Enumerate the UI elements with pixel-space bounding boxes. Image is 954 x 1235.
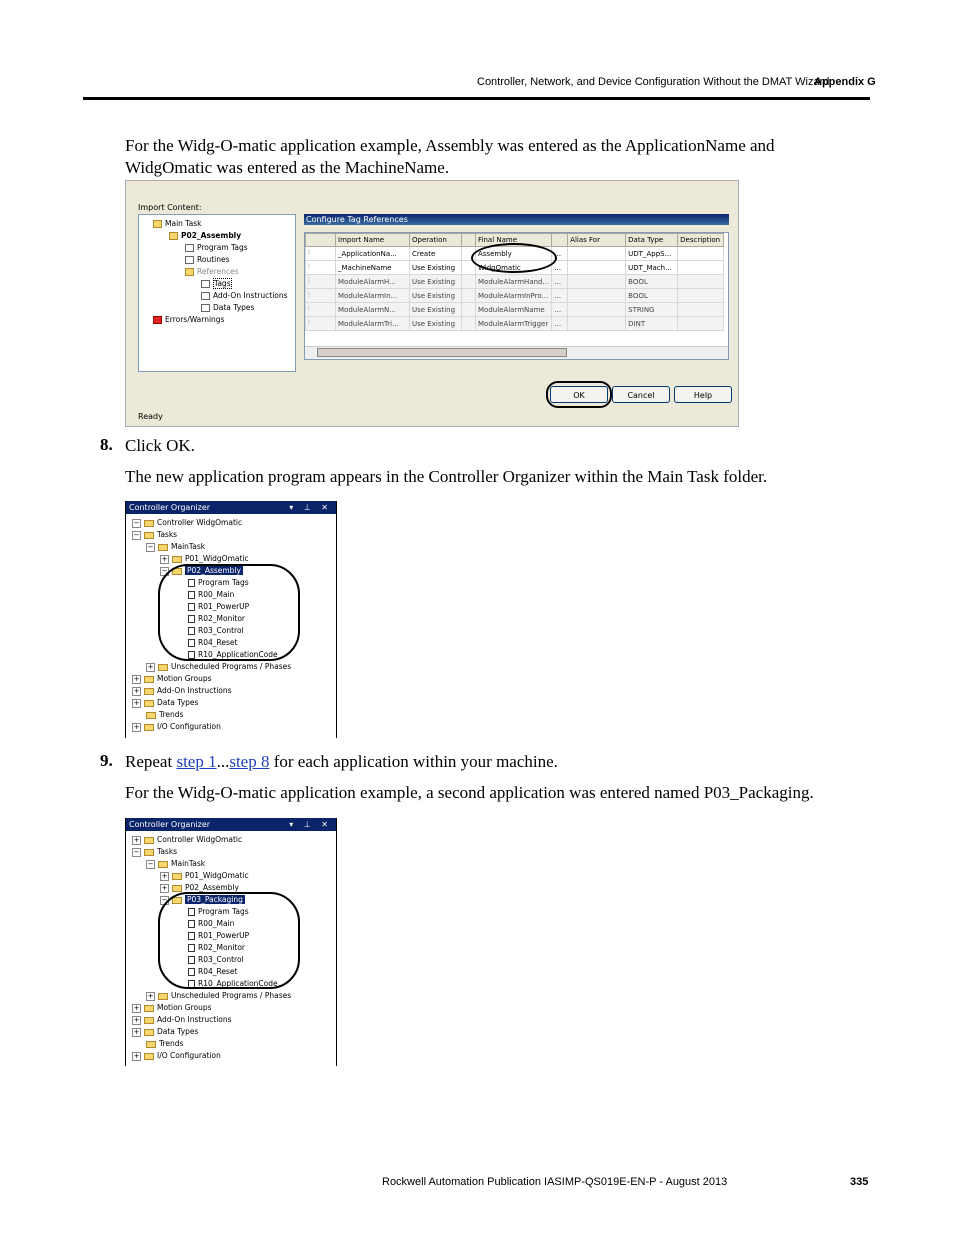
tree-item[interactable]: + Add-On Instructions	[133, 1015, 232, 1024]
data-types-icon	[201, 304, 210, 312]
folder-icon	[144, 520, 154, 527]
table-row[interactable]: ⫶ ModuleAlarmN... Use Existing ModuleAlarmName … STRING	[306, 303, 724, 317]
table-row[interactable]: ⫶ ModuleAlarmH... Use Existing ModuleAlarmHand... … BOOL	[306, 275, 724, 289]
tags-icon	[185, 244, 194, 252]
step-text: Repeat step 1...step 8 for each application within your machine.	[125, 752, 558, 771]
folder-icon	[144, 532, 154, 539]
tree-item[interactable]: + Data Types	[133, 698, 199, 707]
step9-description: For the Widg-O-matic application example, a second application was entered named P03_Packaging.	[125, 783, 814, 802]
appendix-label: Appendix G	[814, 76, 876, 88]
horizontal-scrollbar[interactable]	[305, 346, 728, 359]
intro-paragraph: For the Widg-O-matic application example, Assembly was entered as the ApplicationName and WidgOmatic was entered as the MachineName.	[125, 136, 775, 177]
tree-item[interactable]: + P02_Assembly	[161, 883, 239, 892]
column-header[interactable]: Import Name	[336, 234, 410, 247]
page-number: 335	[850, 1176, 869, 1188]
tree-item[interactable]: Program Tags	[188, 906, 249, 917]
controller-organizer-panel	[125, 501, 337, 738]
tree-item[interactable]: R00_Main	[188, 589, 234, 600]
tree-item[interactable]: + I/O Configuration	[133, 722, 221, 731]
tree-item[interactable]: + Add-On Instructions	[133, 686, 232, 695]
tree-item[interactable]: Data Types	[201, 303, 254, 312]
tree-item[interactable]: Program Tags	[185, 243, 248, 252]
highlight-oval	[546, 381, 612, 408]
tree-item[interactable]: − MainTask	[147, 542, 206, 551]
tree-item[interactable]: R01_PowerUP	[188, 930, 249, 941]
tree-item[interactable]: R03_Control	[188, 954, 244, 965]
tree-item[interactable]: + Controller WidgOmatic	[133, 835, 243, 844]
tree-item[interactable]: − Tasks	[133, 847, 178, 856]
folder-icon	[144, 849, 154, 856]
tree-item[interactable]: Main Task	[153, 219, 201, 228]
tree-item[interactable]: P02_Assembly	[169, 231, 241, 240]
tree-item[interactable]: R04_Reset	[188, 637, 237, 648]
tree-item[interactable]: R03_Control	[188, 625, 244, 636]
column-header[interactable]: Operation	[410, 234, 462, 247]
tree-item[interactable]: − MainTask	[147, 859, 206, 868]
column-header[interactable]: Data Type	[626, 234, 678, 247]
column-header[interactable]: Alias For	[568, 234, 626, 247]
tree-item[interactable]: R00_Main	[188, 918, 234, 929]
folder-icon	[144, 837, 154, 844]
tree-item[interactable]: + Motion Groups	[133, 1003, 212, 1012]
tree-item[interactable]: + I/O Configuration	[133, 1051, 221, 1060]
folder-icon	[144, 700, 154, 707]
scrollbar-thumb[interactable]	[317, 348, 567, 357]
tree-item[interactable]: R10_ApplicationCode	[188, 978, 278, 989]
program-icon	[169, 232, 178, 240]
folder-icon	[144, 724, 154, 731]
tree-item[interactable]: Routines	[185, 255, 230, 264]
import-content-tree	[138, 214, 296, 372]
aoi-icon	[201, 292, 210, 300]
tree-item[interactable]: Trends	[146, 1038, 183, 1049]
folder-icon	[146, 1041, 156, 1048]
table-row[interactable]: ⫶ ModuleAlarmIn... Use Existing ModuleAlarmInPro... … BOOL	[306, 289, 724, 303]
highlight-oval	[158, 564, 300, 661]
folder-icon	[144, 688, 154, 695]
tree-item[interactable]: + P01_WidgOmatic	[161, 871, 249, 880]
tree-item-selected[interactable]: Tags	[201, 279, 232, 288]
folder-icon	[144, 1017, 154, 1024]
tree-item[interactable]: Program Tags	[188, 577, 249, 588]
highlight-oval	[471, 243, 557, 273]
column-header[interactable]: Description	[678, 234, 724, 247]
help-button[interactable]: Help	[674, 386, 732, 403]
column-header[interactable]: Final Name	[476, 234, 552, 247]
step-text: Click OK.	[125, 436, 195, 455]
cancel-button[interactable]: Cancel	[612, 386, 670, 403]
tree-item[interactable]: R01_PowerUP	[188, 601, 249, 612]
tree-item[interactable]: R10_ApplicationCode	[188, 649, 278, 660]
folder-icon	[146, 712, 156, 719]
folder-icon	[185, 268, 194, 276]
tree-item-selected[interactable]: − P02_Assembly	[161, 566, 241, 575]
panel-title-bar: Controller Organizer ▾ ⊥ ✕	[126, 501, 336, 514]
tree-item[interactable]: R02_Monitor	[188, 942, 245, 953]
folder-icon	[144, 1005, 154, 1012]
folder-icon	[153, 220, 162, 228]
task-icon	[158, 861, 168, 868]
tree-item[interactable]: R02_Monitor	[188, 613, 245, 624]
tree-item[interactable]: + Unscheduled Programs / Phases	[147, 662, 292, 671]
program-icon	[172, 873, 182, 880]
panel-controls[interactable]: ▾ ⊥ ✕	[289, 503, 332, 512]
controller-organizer-panel	[125, 818, 337, 1066]
import-dialog-screenshot	[125, 180, 739, 427]
table-row[interactable]: ⫶ _MachineName Use Existing WidgOmatic … UDT_Mach...	[306, 261, 724, 275]
tree-item-selected[interactable]: − P03_Packaging	[161, 895, 243, 904]
tree-item[interactable]: + P01_WidgOmatic	[161, 554, 249, 563]
table-row[interactable]: ⫶ ModuleAlarmTri... Use Existing ModuleAlarmTrigger … DINT	[306, 317, 724, 331]
tree-item[interactable]: + Motion Groups	[133, 674, 212, 683]
step-8-link[interactable]: step 8	[229, 752, 270, 771]
folder-icon	[144, 1053, 154, 1060]
tree-item[interactable]: References	[185, 267, 239, 276]
tree-item[interactable]: + Data Types	[133, 1027, 199, 1036]
import-content-label: Import Content:	[138, 203, 202, 212]
folder-icon	[158, 664, 168, 671]
table-row[interactable]: ⫶ _ApplicationNa... Create Assembly … UDT_AppS...	[306, 247, 724, 261]
publication-footer: Rockwell Automation Publication IASIMP-QS019E-EN-P - August 2013	[382, 1176, 728, 1188]
ok-button[interactable]: OK	[550, 386, 608, 403]
tree-item[interactable]: Add-On Instructions	[201, 291, 288, 300]
tree-item[interactable]: Errors/Warnings	[153, 315, 224, 324]
folder-icon	[144, 1029, 154, 1036]
tree-item[interactable]: + Unscheduled Programs / Phases	[147, 991, 292, 1000]
header-rule	[83, 97, 870, 100]
folder-icon	[158, 993, 168, 1000]
step-number: 8.	[100, 435, 113, 454]
tree-item[interactable]: R04_Reset	[188, 966, 237, 977]
tree-item[interactable]: Trends	[146, 709, 183, 720]
panel-controls[interactable]: ▾ ⊥ ✕	[289, 820, 332, 829]
folder-icon	[144, 676, 154, 683]
tree-item[interactable]: − Tasks	[133, 530, 178, 539]
step8-description: The new application program appears in the Controller Organizer within the Main Task folder.	[125, 467, 768, 486]
tags-icon	[201, 280, 210, 288]
error-icon	[153, 316, 162, 324]
chapter-title: Controller, Network, and Device Configuration Without the DMAT Wizard	[477, 76, 830, 88]
configure-tag-references-title: Configure Tag References	[304, 214, 729, 225]
program-icon	[172, 556, 182, 563]
status-bar-text: Ready	[138, 412, 163, 421]
tree-item[interactable]: − Controller WidgOmatic	[133, 518, 243, 527]
task-icon	[158, 544, 168, 551]
step-1-link[interactable]: step 1	[176, 752, 217, 771]
highlight-oval	[158, 892, 300, 989]
panel-title-bar: Controller Organizer ▾ ⊥ ✕	[126, 818, 336, 831]
step-number: 9.	[100, 751, 113, 770]
routines-icon	[185, 256, 194, 264]
program-icon	[172, 885, 182, 892]
